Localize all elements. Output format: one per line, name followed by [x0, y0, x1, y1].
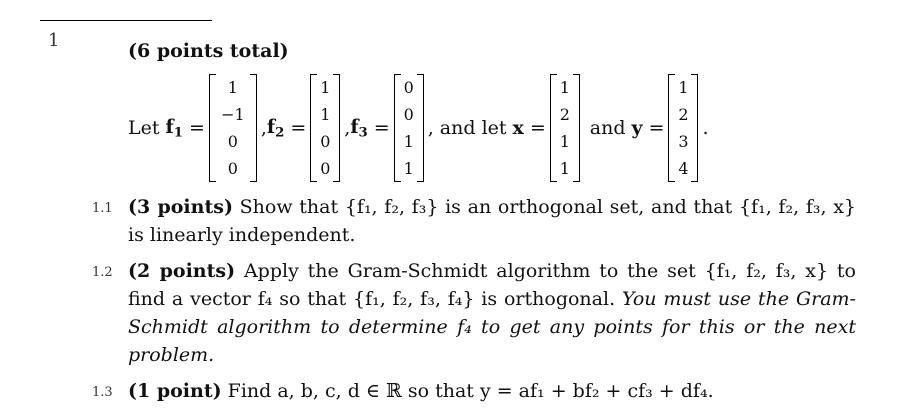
- subproblem-text: Find a, b, c, d ∈ ℝ so that y = af₁ + bf₂ + cf₃ + df₄.: [227, 380, 714, 402]
- vector-entry: 1: [403, 132, 414, 151]
- and-word: and: [589, 117, 626, 139]
- problem-heading: (6 points total): [128, 40, 289, 62]
- vector-entry: 2: [559, 105, 570, 124]
- subproblem-1-2: [0, 257, 856, 369]
- subproblem-number: 1.1: [92, 201, 113, 216]
- problem-number: 1: [48, 30, 60, 51]
- comma: ,: [260, 117, 267, 139]
- vector-entry: 0: [320, 132, 331, 151]
- vector-entry: 0: [320, 159, 331, 178]
- vector-entry: 1: [678, 78, 689, 97]
- vector-entry: 4: [678, 159, 689, 178]
- equals-sign: =: [648, 117, 665, 139]
- f3-symbol: $f_3$: [350, 115, 368, 141]
- vector-entry: 3: [678, 132, 689, 151]
- vector-entry: 1: [403, 159, 414, 178]
- vector-entry: −1: [221, 105, 245, 124]
- vector-x: [550, 74, 580, 182]
- subproblem-1-3: [0, 377, 856, 405]
- vector-entry: 0: [403, 78, 414, 97]
- subproblem-text: Show that {f₁, f₂, f₃} is an orthogonal set, and that {f₁, f₂, f₃, x} is linearly independent.: [128, 196, 857, 246]
- and-let-text: , and let: [427, 117, 507, 139]
- equals-sign: =: [529, 117, 546, 139]
- subproblem-points: (2 points): [128, 260, 236, 282]
- vector-entry: 2: [678, 105, 689, 124]
- vector-entry: 1: [559, 159, 570, 178]
- subproblem-list: [0, 193, 906, 413]
- footnote-rule: [40, 20, 212, 21]
- vector-y: [668, 74, 698, 182]
- period: .: [702, 117, 709, 139]
- equals-sign: =: [188, 117, 205, 139]
- vector-entry: 0: [403, 105, 414, 124]
- vector-entry: 0: [227, 132, 238, 151]
- vector-entry: 0: [227, 159, 238, 178]
- subproblem-points: (1 point): [128, 380, 222, 402]
- subproblem-note: You must use the Gram-Schmidt algorithm to determine f₄ to get any points for this or the next problem.: [128, 288, 856, 366]
- vector-entry: 1: [227, 78, 238, 97]
- subproblem-points: (3 points): [128, 196, 233, 218]
- let-word: Let: [128, 117, 160, 139]
- y-symbol: y: [631, 117, 643, 139]
- vector-f3: [394, 74, 424, 182]
- vector-f2: [310, 74, 340, 182]
- vector-entry: 1: [559, 78, 570, 97]
- vector-entry: 1: [559, 132, 570, 151]
- equals-sign: =: [290, 117, 307, 139]
- subproblem-number: 1.3: [92, 385, 113, 400]
- f2-symbol: $f_2$: [266, 115, 285, 141]
- subproblem-text: Apply the Gram-Schmidt algorithm to the set {f₁, f₂, f₃, x} to find a vector f₄ so that {f₁, f₂, f₃, f₄} is orthogonal.: [128, 260, 857, 310]
- vector-f1: [209, 74, 257, 182]
- problem-statement: [128, 72, 709, 184]
- vector-entry: 1: [320, 78, 331, 97]
- comma: ,: [344, 117, 351, 139]
- subproblem-1-1: [0, 193, 856, 249]
- equals-sign: =: [373, 117, 390, 139]
- subproblem-number: 1.2: [92, 265, 113, 280]
- vector-entry: 1: [320, 105, 331, 124]
- f1-symbol: $f_1$: [165, 115, 183, 141]
- x-symbol: x: [512, 117, 524, 139]
